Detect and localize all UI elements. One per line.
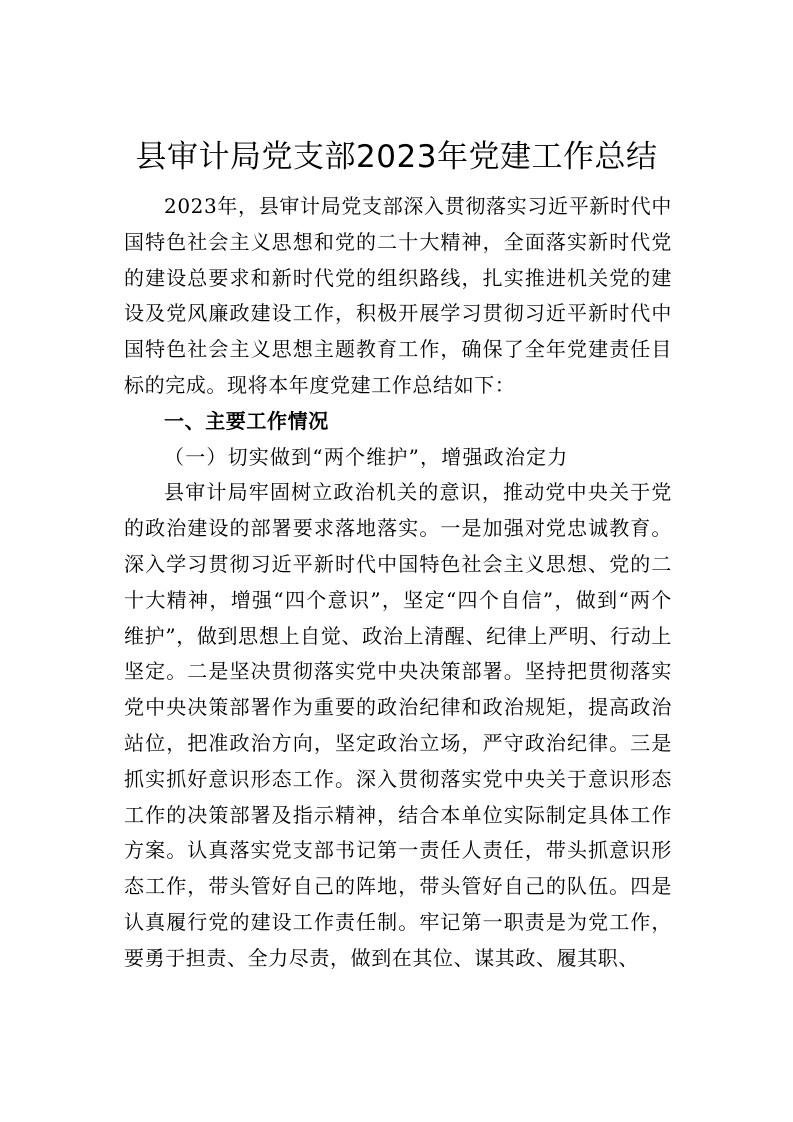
document-title: 县审计局党支部2023年党建工作总结: [135, 139, 658, 175]
intro-paragraph: 2023年，县审计局党支部深入贯彻落实习近平新时代中国特色社会主义思想和党的二十大精神，全面落实新时代党的建设总要求和新时代党的组织路线，扎实推进机关党的建设及党风廉政建设工作，积极开展学习贯彻习近平新时代中国特色社会主义思想主题教育工作，确保了全年党建责任目标的完成。现将本年度党建工作总结如下：: [124, 194, 672, 397]
subsection-paragraph: 县审计局牢固树立政治机关的意识，推动党中央关于党的政治建设的部署要求落地落实。一是加强对党忠诚教育。深入学习贯彻习近平新时代中国特色社会主义思想、党的二十大精神，增强“四个意识”，坚定“四个自信”，做到“两个维护”，做到思想上自觉、政治上清醒、纪律上严明、行动上坚定。二是坚决贯彻落实党中央决策部署。坚持把贯彻落实党中央决策部署作为重要的政治纪律和政治规矩，提高政治站位，把准政治方向，坚定政治立场，严守政治纪律。三是抓实抓好意识形态工作。深入贯彻落实党中央关于意识形态工作的决策部署及指示精神，结合本单位实际制定具体工作方案。认真落实党支部书记第一责任人责任，带头抓意识形态工作，带头管好自己的阵地，带头管好自己的队伍。四是认真履行党的建设工作责任制。牢记第一职责是为党工作，要勇于担责、全力尽责，做到在其位、谋其政、履其职、: [124, 480, 672, 970]
document-body: [124, 189, 672, 977]
section-heading: 一、主要工作情况: [164, 408, 329, 433]
subsection-heading: （一）切实做到“两个维护”，增强政治定力: [164, 444, 569, 469]
